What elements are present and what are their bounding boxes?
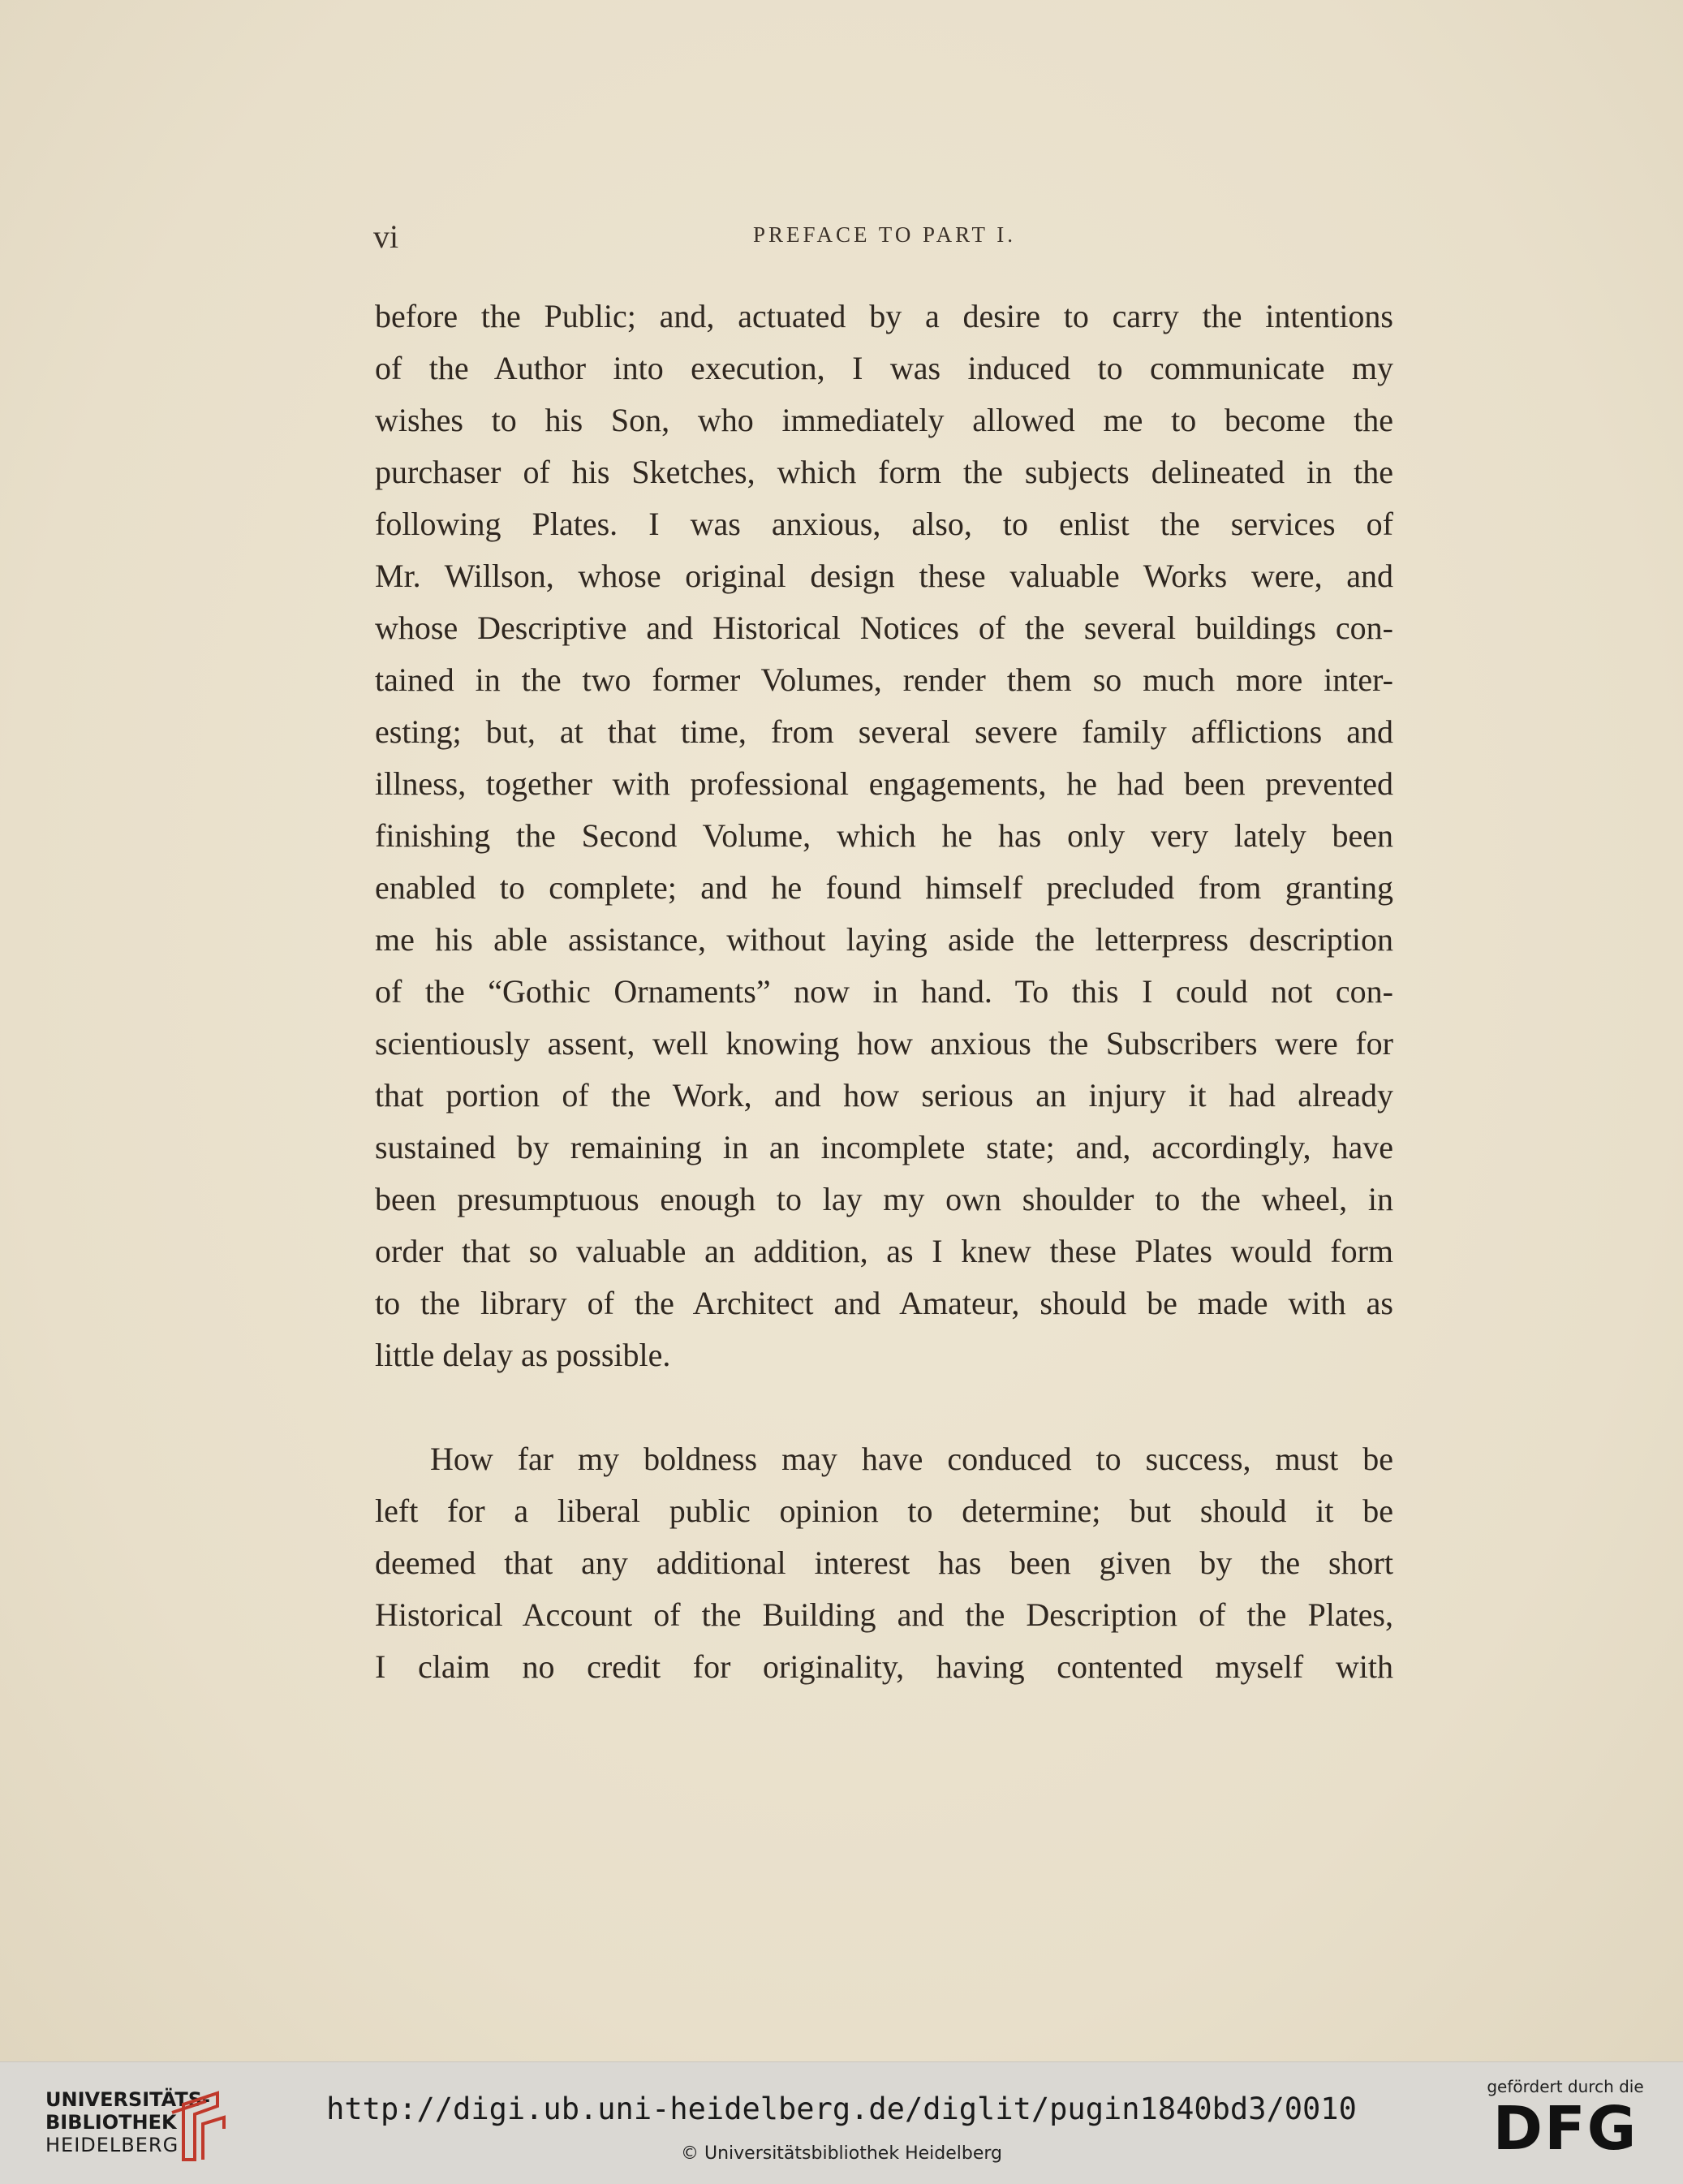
text-line: esting; but, at that time, from several severe family afflictions and [375, 713, 1393, 750]
text-line: I claim no credit for originality, having contented myself with [375, 1648, 1393, 1685]
library-name-line1: UNIVERSITÄTS- [45, 2088, 211, 2111]
text-line: purchaser of his Sketches, which form the subjects delineated in the [375, 454, 1393, 490]
permalink-url[interactable]: http://digi.ub.uni-heidelberg.de/diglit/pugin1840bd3/0010 [326, 2091, 1357, 2126]
text-line: tained in the two former Volumes, render them so much more inter- [375, 661, 1393, 698]
text-line: little delay as possible. [375, 1337, 671, 1373]
page-header [373, 218, 1396, 255]
text-line: deemed that any additional interest has been given by the short [375, 1544, 1393, 1581]
copyright-notice: © Universitätsbibliothek Heidelberg [680, 2143, 1002, 2164]
body-text [375, 291, 1393, 1693]
text-line: Historical Account of the Building and the Description of the Plates, [375, 1596, 1393, 1633]
paragraph-gap [375, 1381, 1393, 1433]
footer-bar [0, 2061, 1683, 2184]
dfg-funding-block[interactable] [1480, 2077, 1651, 2164]
page-number: vi [373, 218, 399, 255]
text-line: Mr. Willson, whose original design these valuable Works were, and [375, 558, 1393, 594]
text-line: sustained by remaining in an incomplete state; and, accordingly, have [375, 1129, 1393, 1165]
text-line: following Plates. I was anxious, also, to enlist the services of [375, 506, 1393, 542]
text-line: finishing the Second Volume, which he has only very lately been [375, 817, 1393, 854]
text-line: to the library of the Architect and Amateur, should be made with as [375, 1285, 1393, 1321]
text-line: illness, together with professional engagements, he had been prevented [375, 765, 1393, 802]
dfg-logo: DFG [1492, 2094, 1638, 2164]
text-line: order that so valuable an addition, as I knew these Plates would form [375, 1233, 1393, 1269]
text-line: scientiously assent, well knowing how anxious the Subscribers were for [375, 1025, 1393, 1062]
text-line: whose Descriptive and Historical Notices of the several buildings con- [375, 610, 1393, 646]
running-title: PREFACE TO PART I. [753, 222, 1016, 247]
text-line: left for a liberal public opinion to determine; but should it be [375, 1493, 1393, 1529]
text-line: How far my boldness may have conduced to success, must be [430, 1441, 1393, 1477]
library-name-line2: BIBLIOTHEK [45, 2111, 177, 2134]
paragraph-1 [375, 291, 1393, 1381]
text-line: me his able assistance, without laying aside the letterpress description [375, 921, 1393, 958]
text-line: been presumptuous enough to lay my own shoulder to the wheel, in [375, 1181, 1393, 1217]
library-name-line3: HEIDELBERG [45, 2134, 179, 2156]
text-line: enabled to complete; and he found himself precluded from granting [375, 869, 1393, 906]
text-line: of the “Gothic Ornaments” now in hand. To this I could not con- [375, 973, 1393, 1010]
text-line: of the Author into execution, I was induced to communicate my [375, 350, 1393, 386]
text-line: wishes to his Son, who immediately allowed me to become the [375, 402, 1393, 438]
paragraph-2 [375, 1433, 1393, 1693]
text-line: before the Public; and, actuated by a desire to carry the intentions [375, 298, 1393, 334]
text-line: that portion of the Work, and how serious an injury it had already [375, 1077, 1393, 1114]
funding-note: gefördert durch die [1487, 2077, 1644, 2096]
